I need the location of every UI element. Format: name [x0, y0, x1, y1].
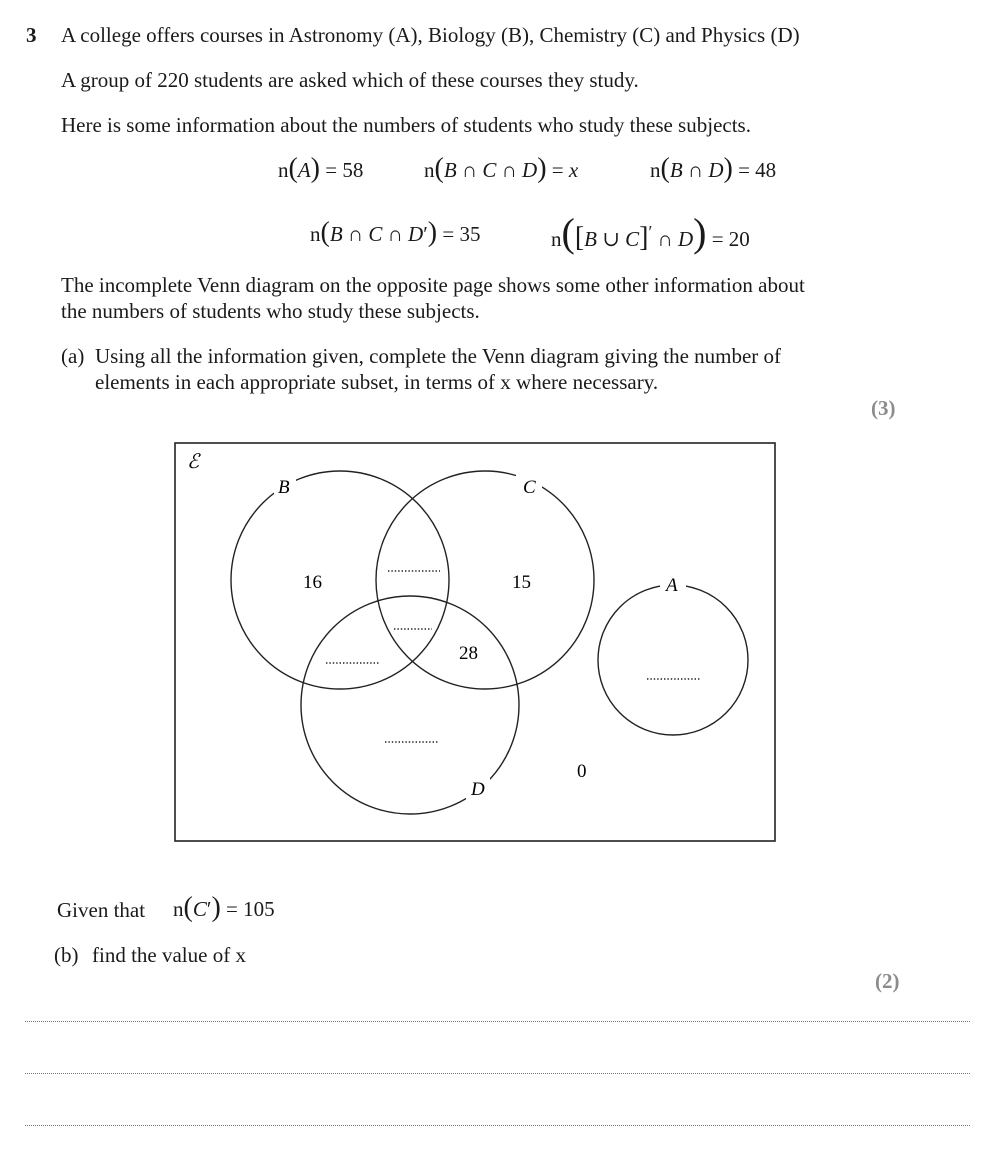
equation-nBD-value: 48	[755, 158, 777, 182]
equation-nA-value: 58	[342, 158, 364, 182]
answer-line-2[interactable]	[25, 1073, 970, 1074]
question-intro-line2: A group of 220 students are asked which of these courses they study.	[61, 68, 639, 92]
value-C-only: 15	[512, 572, 531, 593]
circle-A	[598, 585, 748, 735]
part-a-line1: Using all the information given, complete the Venn diagram giving the number of	[95, 344, 782, 368]
circle-B	[231, 471, 449, 689]
given-text: Given that	[57, 898, 146, 922]
equation-nBuCcD-value: 20	[728, 227, 750, 251]
label-B: B	[278, 477, 290, 498]
equation-nBCDprime-value: 35	[459, 222, 481, 246]
equation-nBD: n(B ∩ D) = 48	[650, 153, 777, 184]
venn-text-line1: The incomplete Venn diagram on the opposite page shows some other information about	[61, 273, 805, 297]
equation-nCprime-value: 105	[243, 897, 275, 921]
circle-C	[376, 471, 594, 689]
part-b-marks: (2)	[875, 969, 900, 993]
part-a-line2: elements in each appropriate subset, in terms of x where necessary.	[95, 370, 659, 394]
answer-line-3[interactable]	[25, 1125, 970, 1126]
value-C-and-D-only: 28	[459, 643, 478, 664]
label-C: C	[523, 477, 536, 498]
equation-nBCD-value: x	[568, 158, 579, 182]
value-B-only: 16	[303, 572, 322, 593]
label-D: D	[471, 779, 485, 800]
equation-nBCDprime: n(B ∩ C ∩ D′) = 35	[310, 217, 481, 248]
part-b-text: find the value of x	[92, 943, 246, 967]
venn-text-line2: the numbers of students who study these subjects.	[61, 299, 480, 323]
label-A: A	[666, 575, 678, 596]
part-a-label: (a)	[61, 344, 85, 368]
universal-set-symbol: ℰ	[187, 451, 200, 473]
question-number: 3	[26, 23, 37, 47]
equation-nBCD: n(B ∩ C ∩ D) = x	[424, 153, 579, 184]
question-intro-line1: A college offers courses in Astronomy (A), Biology (B), Chemistry (C) and Physics (D)	[61, 23, 800, 47]
value-outside: 0	[577, 761, 587, 782]
part-a-marks: (3)	[871, 396, 896, 420]
equation-nA: n(A) = 58	[278, 153, 364, 184]
part-b-label: (b)	[54, 943, 79, 967]
question-intro-line3: Here is some information about the numbers of students who study these subjects.	[61, 113, 751, 137]
equation-nBuCcD: n([B ∪ C]′ ∩ D) = 20	[551, 210, 750, 255]
equation-nCprime: n(C′) = 105	[173, 892, 275, 923]
answer-line-1[interactable]	[25, 1021, 970, 1022]
